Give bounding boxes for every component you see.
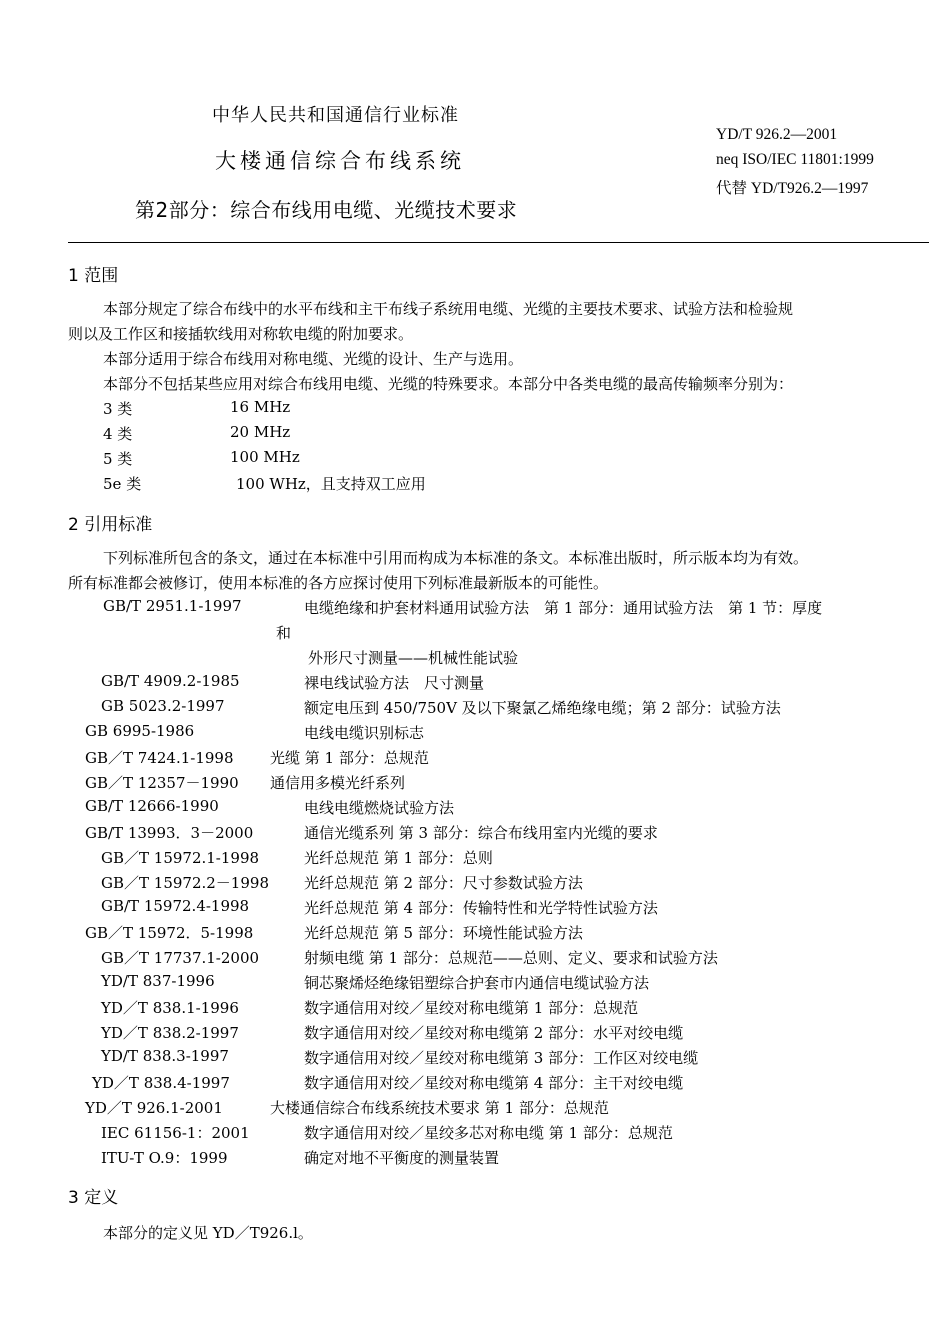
section-2-heading: 2 引用标准 [68,515,153,535]
ref-title: 光纤总规范 第 5 部分：环境性能试验方法 [304,924,583,942]
ref-title: 数字通信用对绞／星绞对称电缆第 2 部分：水平对绞电缆 [304,1024,684,1042]
ref-title: 确定对地不平衡度的测量装置 [304,1149,500,1167]
header-divider [68,242,929,243]
ref-code: GB／T 17737.1-2000 [101,949,260,967]
category-label: 5e 类 [103,475,142,493]
ref-title: 外形尺寸测量——机械性能试验 [308,649,519,667]
ref-code: GB／T 15972．5-1998 [85,924,254,942]
ref-code: YD／T 838.1-1996 [101,999,239,1017]
ref-title: 光纤总规范 第 4 部分：传输特性和光学特性试验方法 [304,899,658,917]
ref-code: GB/T 2951.1-1997 [103,597,242,615]
ref-code: GB/T 15972.4-1998 [101,897,250,915]
ref-code: GB/T 4909.2-1985 [101,672,240,690]
ref-code: GB／T 7424.1-1998 [85,749,234,767]
section-1-para-1a: 本部分规定了综合布线中的水平布线和主干布线子系统用电缆、光缆的主要技术要求、试验方法和检验规 [103,300,794,318]
ref-code: GB 6995-1986 [85,722,195,740]
ref-title: 铜芯聚烯烃绝缘铝塑综合护套市内通信电缆试验方法 [304,974,650,992]
category-frequency: 100 MHz [230,448,300,466]
ref-title: 光纤总规范 第 1 部分：总则 [304,849,493,867]
ref-title: 数字通信用对绞／星绞对称电缆第 4 部分：主干对绞电缆 [304,1074,684,1092]
section-2-para-1a: 下列标准所包含的条文，通过在本标准中引用而构成为本标准的条文。本标准出版时，所示版本均为有效。 [103,549,809,567]
ref-title: 和 [276,624,292,642]
ref-title: 通信用多模光纤系列 [270,774,406,792]
org-line: 中华人民共和国通信行业标准 [212,105,459,126]
section-1-para-2: 本部分适用于综合布线用对称电缆、光缆的设计、生产与选用。 [103,350,524,368]
section-3-heading: 3 定义 [68,1188,119,1208]
category-label: 3 类 [103,400,133,418]
ref-code: YD／T 838.4-1997 [92,1074,230,1092]
ref-title: 大楼通信综合布线系统技术要求 第 1 部分：总规范 [270,1099,609,1117]
category-label: 5 类 [103,450,133,468]
ref-title: 光缆 第 1 部分：总规范 [270,749,429,767]
ref-title: 电线电缆燃烧试验方法 [304,799,455,817]
ref-code: YD／T 838.2-1997 [101,1024,239,1042]
ref-title: 额定电压到 450/750V 及以下聚氯乙烯绝缘电缆；第 2 部分：试验方法 [304,699,781,717]
category-frequency: 100 WHz，且支持双工应用 [236,475,426,493]
section-1-para-1b: 则以及工作区和接插软线用对称软电缆的附加要求。 [68,325,414,343]
ref-code: GB／T 12357－1990 [85,774,239,792]
equivalence-note: neq ISO/IEC 11801:1999 [716,151,874,168]
ref-code: YD／T 926.1-2001 [85,1099,223,1117]
document-title: 大楼通信综合布线系统 [215,149,465,173]
ref-code: GB 5023.2-1997 [101,697,225,715]
ref-code: YD/T 837-1996 [101,972,215,990]
category-label: 4 类 [103,425,133,443]
section-1-heading: 1 范围 [68,266,119,286]
ref-title: 数字通信用对绞／星绞对称电缆第 1 部分：总规范 [304,999,639,1017]
document-subtitle: 第2部分：综合布线用电缆、光缆技术要求 [135,198,518,222]
ref-title: 电缆绝缘和护套材料通用试验方法 第 1 部分：通用试验方法 第 1 节：厚度 [304,599,823,617]
ref-code: YD/T 838.3-1997 [101,1047,229,1065]
replaces-note: 代替 YD/T926.2—1997 [716,180,869,197]
ref-code: GB／T 15972.1-1998 [101,849,260,867]
ref-title: 光纤总规范 第 2 部分：尺寸参数试验方法 [304,874,583,892]
ref-code: IEC 61156-1：2001 [101,1124,250,1142]
ref-code: GB／T 15972.2－1998 [101,874,269,892]
section-3-para-1: 本部分的定义见 YD／T926.l。 [103,1224,313,1242]
section-1-para-3: 本部分不包括某些应用对综合布线用电缆、光缆的特殊要求。本部分中各类电缆的最高传输频率分别为： [103,375,794,393]
ref-title: 数字通信用对绞／星绞多芯对称电缆 第 1 部分：总规范 [304,1124,673,1142]
ref-title: 电线电缆识别标志 [304,724,425,742]
category-frequency: 20 MHz [230,423,291,441]
ref-code: ITU-T O.9：1999 [101,1149,228,1167]
ref-title: 裸电线试验方法 尺寸测量 [304,674,485,692]
standard-number: YD/T 926.2—2001 [716,126,838,143]
category-frequency: 16 MHz [230,398,291,416]
ref-title: 射频电缆 第 1 部分：总规范——总则、定义、要求和试验方法 [304,949,718,967]
ref-code: GB/T 12666-1990 [85,797,219,815]
ref-code: GB/T 13993．3－2000 [85,824,254,842]
ref-title: 通信光缆系列 第 3 部分：综合布线用室内光缆的要求 [304,824,658,842]
ref-title: 数字通信用对绞／星绞对称电缆第 3 部分：工作区对绞电缆 [304,1049,699,1067]
section-2-para-1b: 所有标准都会被修订，使用本标准的各方应探讨使用下列标准最新版本的可能性。 [68,574,609,592]
